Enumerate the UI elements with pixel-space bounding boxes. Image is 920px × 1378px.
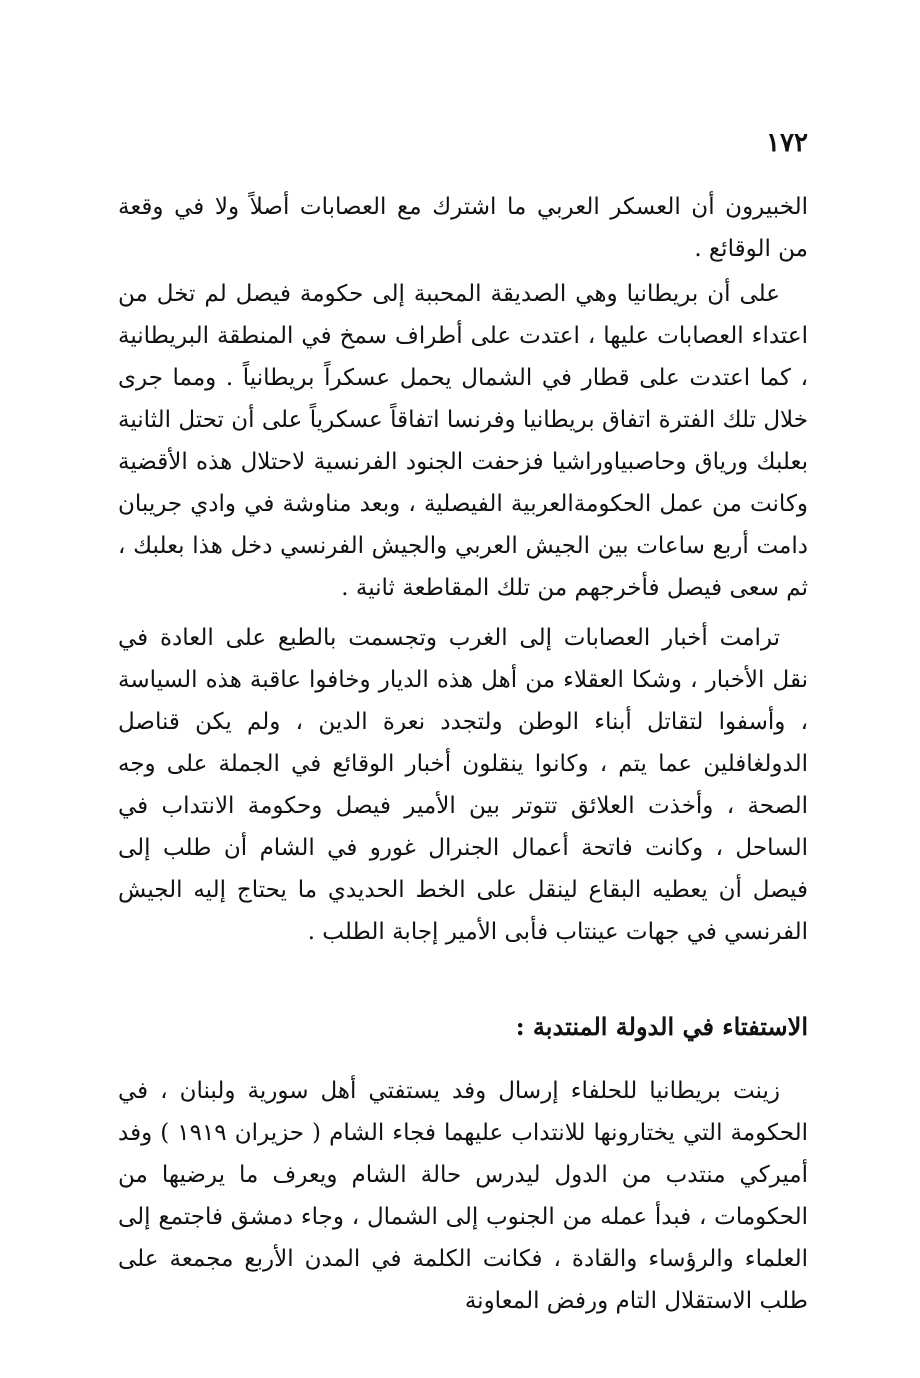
paragraph: الخبيرون أن العسكر العربي ما اشترك مع العصابات أصلاً ولا في وقعة من الوقائع . — [118, 194, 808, 262]
paragraph-block-2 — [118, 273, 808, 609]
paragraph-block-1 — [118, 186, 808, 270]
page-number: ١٧٢ — [766, 128, 808, 158]
paragraph-block-3 — [118, 617, 808, 953]
paragraph-block-4 — [118, 1070, 808, 1322]
paragraph: على أن بريطانيا وهي الصديقة المحببة إلى حكومة فيصل لم تخل من اعتداء العصابات عليها ، اعتدت على أطراف سمخ في المنطقة البريطانية ، كما اعتدت على قطار في الشمال يحمل عسكراً بريطانياً . ومما جرى خلال تلك الفترة اتفاق بريطانيا وفرنسا اتفاقاً عسكرياً على أن تحتل الثانية بعلبك ورياق وحاصبياوراشيا فزحفت الجنود الفرنسية لاحتلال هذه الأقضية وكانت من عمل الحكومةالعربية الفيصلية ، وبعد مناوشة في وادي جريبان دامت أربع ساعات بين الجيش العربي والجيش الفرنسي دخل هذا بعلبك ، ثم سعى فيصل فأخرجهم من تلك المقاطعة ثانية . — [118, 281, 808, 601]
paragraph: ترامت أخبار العصابات إلى الغرب وتجسمت بالطبع على العادة في نقل الأخبار ، وشكا العقلاء من أهل هذه الديار وخافوا عاقبة هذه السياسة ، وأسفوا لتقاتل أبناء الوطن ولتجدد نعرة الدين ، ولم يكن قناصل الدولغافلين عما يتم ، وكانوا ينقلون أخبار الوقائع في الجملة على وجه الصحة ، وأخذت العلائق تتوتر بين الأمير فيصل وحكومة الانتداب في الساحل ، وكانت فاتحة أعمال الجنرال غورو في الشام أن طلب إلى فيصل أن يعطيه البقاع لينقل على الخط الحديدي ما يحتاج إليه الجيش الفرنسي في جهات عينتاب فأبى الأمير إجابة الطلب . — [118, 625, 808, 945]
paragraph: زينت بريطانيا للحلفاء إرسال وفد يستفتي أهل سورية ولبنان ، في الحكومة التي يختارونها للانتداب عليهما فجاء الشام ( حزيران ١٩١٩ ) وفد أميركي منتدب من الدول ليدرس حالة الشام ويعرف ما يرضيها من الحكومات ، فبدأ عمله من الجنوب إلى الشمال ، وجاء دمشق فاجتمع إلى العلماء والرؤساء والقادة ، فكانت الكلمة في المدن الأربع مجمعة على طلب الاستقلال التام ورفض المعاونة — [118, 1078, 808, 1314]
section-heading: الاستفتاء في الدولة المنتدبة : — [515, 1012, 808, 1041]
